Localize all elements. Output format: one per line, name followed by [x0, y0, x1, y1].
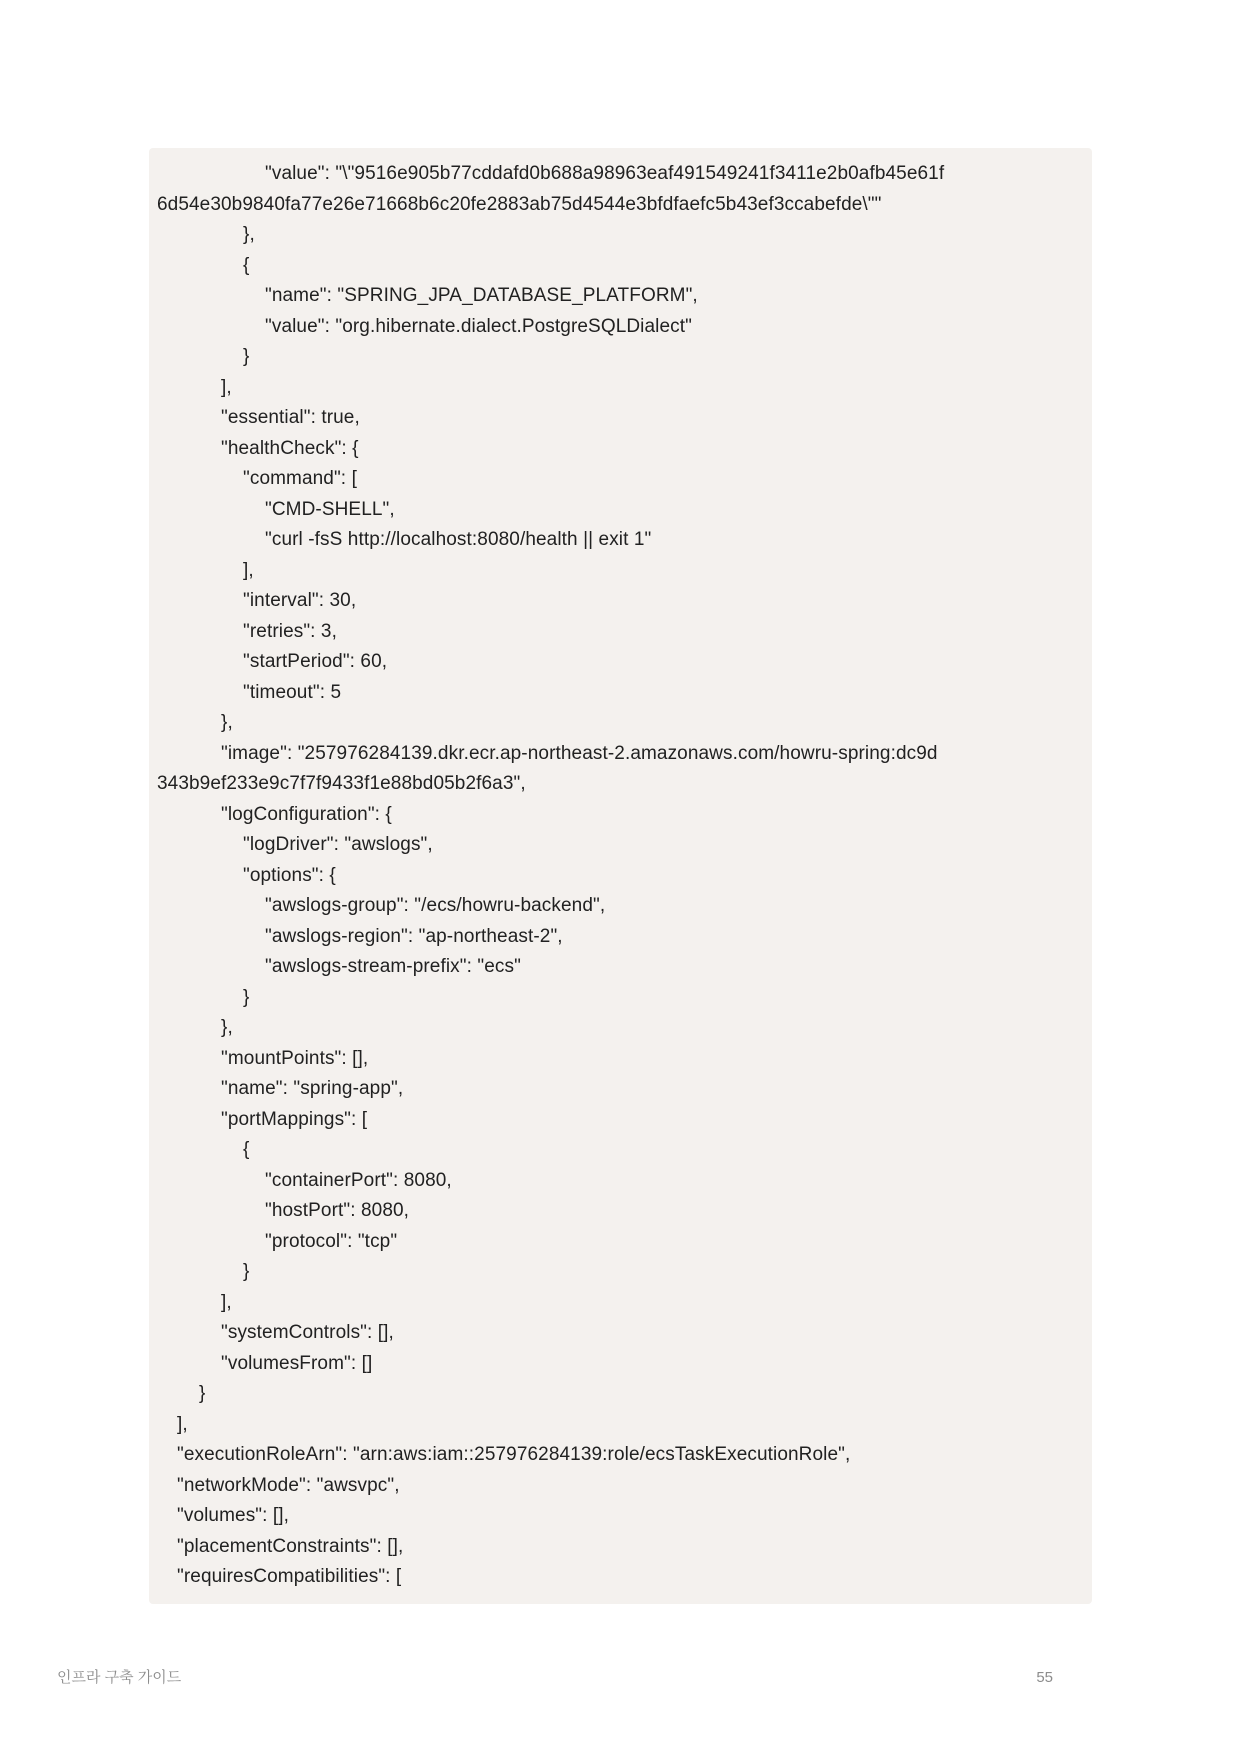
footer-doc-title: 인프라 구축 가이드 [57, 1669, 182, 1686]
code-line: "command": [ [243, 468, 357, 489]
code-line: }, [221, 712, 233, 733]
code-line: } [243, 1261, 250, 1282]
code-line: "volumes": [], [177, 1505, 290, 1526]
code-line: }, [243, 224, 255, 245]
code-line: "logDriver": "awslogs", [243, 834, 433, 855]
code-line: "awslogs-region": "ap-northeast-2", [265, 925, 563, 947]
footer-page-number: 55 [1036, 1669, 1053, 1686]
code-line: { [243, 254, 250, 276]
code-line: } [243, 986, 250, 1008]
code-line: 343b9ef233e9c7f7f9433f1e88bd05b2f6a3", [157, 773, 526, 794]
code-line: 6d54e30b9840fa77e26e71668b6c20fe2883ab75d4544e3bfdfaefc5b43ef3ccabefde\"" [157, 193, 882, 215]
code-line: ], [177, 1413, 188, 1435]
page-footer [57, 1666, 1053, 1687]
code-line: "awslogs-stream-prefix": "ecs" [265, 956, 521, 977]
code-line: "requiresCompatibilities": [ [177, 1566, 402, 1587]
code-line: "value": "org.hibernate.dialect.PostgreSQLDialect" [265, 315, 692, 337]
code-line: "placementConstraints": [], [177, 1535, 404, 1557]
code-line: "portMappings": [ [221, 1108, 368, 1130]
code-line: "containerPort": 8080, [265, 1169, 452, 1191]
code-line: "curl -fsS http://localhost:8080/health || exit 1" [265, 529, 652, 550]
code-line: "essential": true, [221, 407, 360, 428]
code-line: "hostPort": 8080, [265, 1200, 410, 1221]
code-line: "value": "\"9516e905b77cddafd0b688a98963eaf491549241f3411e2b0afb45e61f [265, 163, 945, 184]
code-line: "interval": 30, [243, 590, 357, 611]
code-line: "CMD-SHELL", [265, 498, 395, 520]
code-line: "timeout": 5 [243, 681, 342, 703]
code-line: "image": "257976284139.dkr.ecr.ap-northeast-2.amazonaws.com/howru-spring:dc9d [221, 742, 938, 764]
code-line: "systemControls": [], [221, 1322, 394, 1343]
code-line: ], [243, 559, 254, 581]
code-line: "volumesFrom": [] [221, 1352, 373, 1374]
code-line: "logConfiguration": { [221, 803, 392, 825]
code-line: } [199, 1383, 206, 1404]
code-line: "awslogs-group": "/ecs/howru-backend", [265, 895, 606, 916]
code-line: ], [221, 1291, 232, 1313]
code-line: "healthCheck": { [221, 437, 359, 459]
code-line: "mountPoints": [], [221, 1047, 369, 1069]
code-line: "options": { [243, 864, 336, 886]
code-line: "networkMode": "awsvpc", [177, 1474, 400, 1496]
code-line: "retries": 3, [243, 620, 337, 642]
json-code-block [149, 148, 1092, 1604]
code-line: "protocol": "tcp" [265, 1230, 398, 1252]
code-line: } [243, 346, 250, 367]
code-line: "startPeriod": 60, [243, 651, 388, 672]
code-line: "name": "spring-app", [221, 1078, 404, 1099]
code-line: ], [221, 376, 232, 398]
code-line: }, [221, 1017, 233, 1038]
code-line: { [243, 1139, 250, 1160]
code-line: "executionRoleArn": "arn:aws:iam::257976284139:role/ecsTaskExecutionRole", [177, 1444, 851, 1465]
code-line: "name": "SPRING_JPA_DATABASE_PLATFORM", [265, 285, 698, 306]
